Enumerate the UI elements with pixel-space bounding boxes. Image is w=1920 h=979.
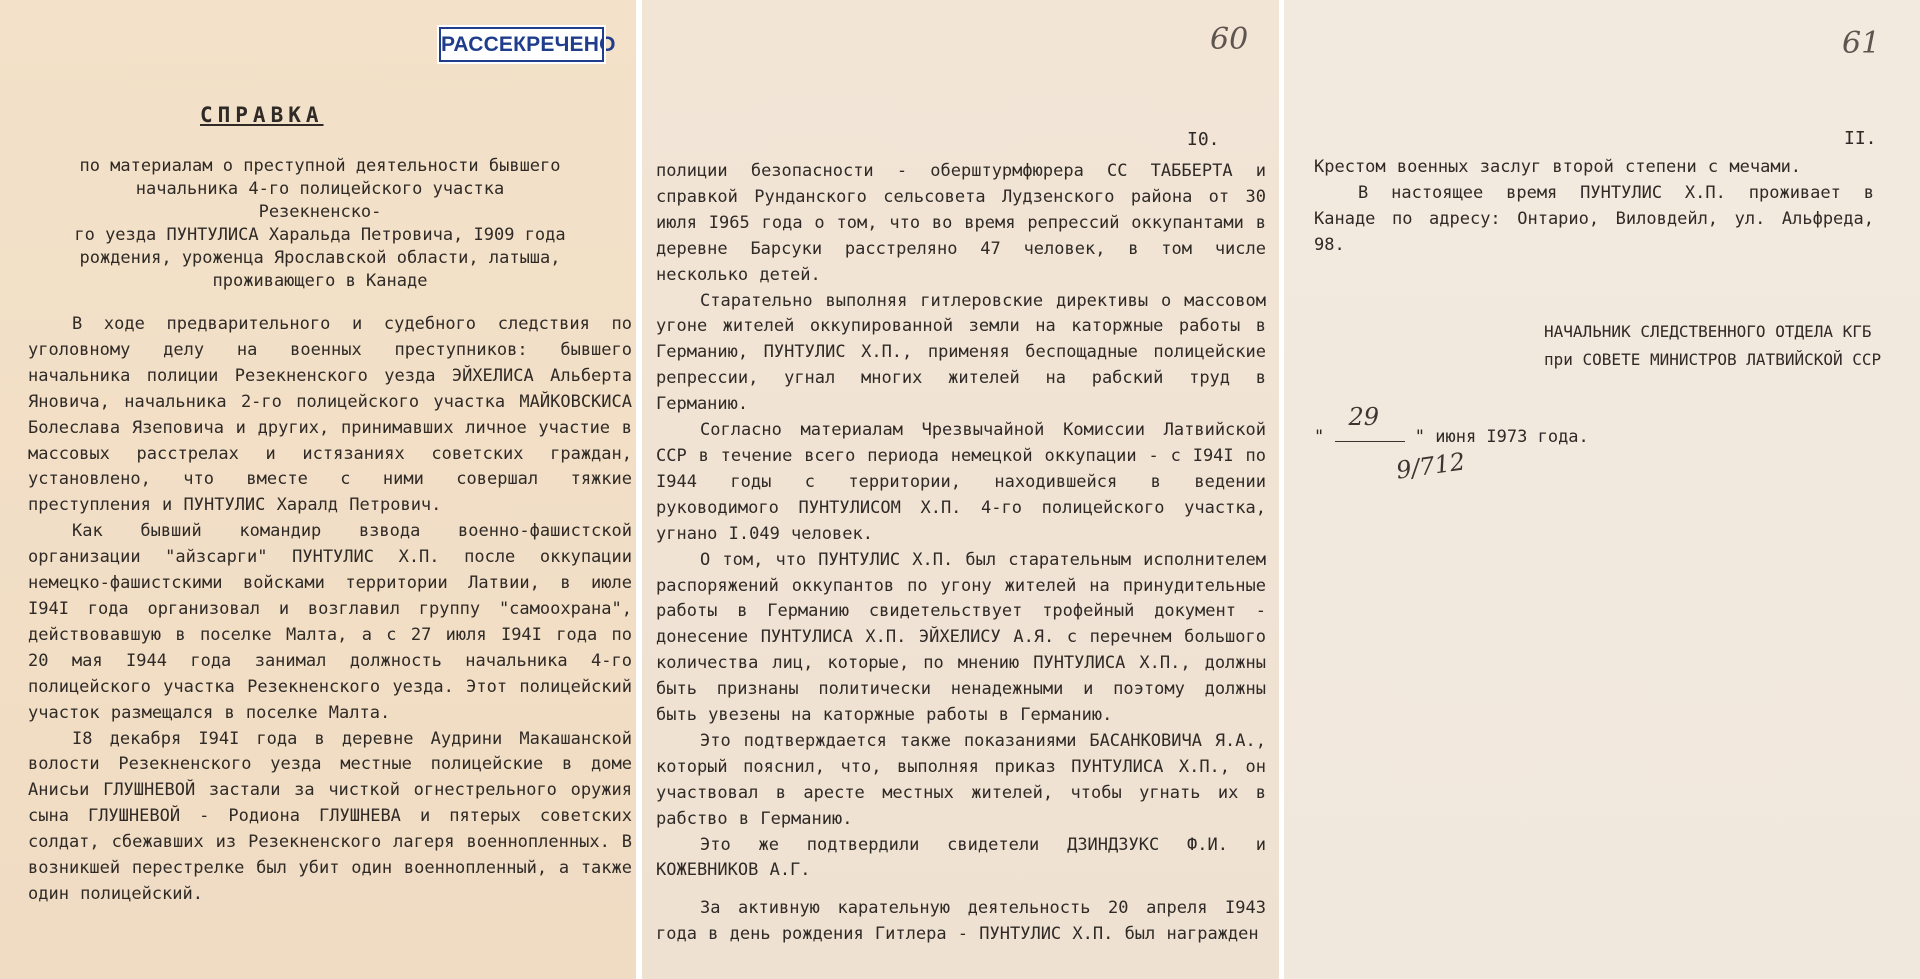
document-date xyxy=(1314,403,1589,447)
paragraph: Это подтверждается также показаниями БАСАНКОВИЧА Я.А., который пояснил, что, выполняя приказ ПУНТУЛИСА Х.П., он участвовал в аресте местных жителей, чтобы угнать их в рабство в Германию. xyxy=(656,730,1266,829)
handwritten-sheet-number: 60 xyxy=(1210,22,1249,57)
handwritten-sheet-number: 61 xyxy=(1842,26,1881,61)
subject-line: по материалам о преступной деятельности бывшего xyxy=(79,156,561,176)
date-day-field xyxy=(1335,403,1405,442)
document-subject xyxy=(70,155,570,293)
subject-line: рождения, уроженца Ярославской области, латыша, xyxy=(79,248,561,268)
handwritten-reference-number: 9/712 xyxy=(1394,447,1467,485)
paragraph: Согласно материалам Чрезвычайной Комиссии Латвийской ССР в течение всего периода немецкой оккупации - с I94I по I944 годы с территории, находившейся в ведении руководимого ПУНТУЛИСОМ Х.П. 4-го полицейского участка, угнано I.049 человек. xyxy=(656,420,1266,544)
page-number: II. xyxy=(1844,128,1877,149)
paragraph: Крестом военных заслуг второй степени с мечами. xyxy=(1314,157,1802,177)
paragraph: О том, что ПУНТУЛИС Х.П. был старательным исполнителем распоряжений оккупантов по угону жителей на принудительные работы в Германию свидетельствует трофейный документ - донесение ПУНТУЛИСА Х.П. ЭЙХЕЛИСУ А.Я. с перечнем большого количества лиц, которые, по мнению ПУНТУЛИСА Х.П., должны быть признаны политически ненадежными и поэтому должны быть увезены на каторжные работы в Германию. xyxy=(656,549,1266,726)
paragraph: I8 декабря I94I года в деревне Аудрини Макашанской волости Резекненского уезда местные полицейские в доме Анисьи ГЛУШНЕВОЙ застали за чисткой огнестрельного оружия сына ГЛУШНЕВОЙ - Родиона ГЛУШНЕВА и пятерых советских солдат, сбежавших из Резекненского лагеря военнопленных. В возникшей перестрелке был убит один военнопленный, а также один полицейский. xyxy=(28,728,632,904)
date-month-year: июня I973 года. xyxy=(1435,427,1589,447)
page-3-body xyxy=(1314,155,1874,259)
subject-line: проживающего в Канаде xyxy=(212,271,428,291)
date-close-quote: " xyxy=(1414,427,1425,447)
paragraph: Это же подтвердили свидетели ДЗИНДЗУКС Ф.И. и КОЖЕВНИКОВ А.Г. xyxy=(656,834,1266,881)
page-2-body xyxy=(656,159,1266,948)
paragraph: полиции безопасности - оберштурмфюрера СС ТАББЕРТА и справкой Рунданского сельсовета Лудзенского района от 30 июля I965 года о том, что во время репрессий оккупантами в деревне Барсуки расстреляно 47 человек, в том числе несколько детей. xyxy=(656,161,1266,285)
document-page-2 xyxy=(642,0,1279,979)
paragraph: Старательно выполняя гитлеровские директивы о массовом угоне жителей оккупированной земли на каторжные работы в Германию, ПУНТУЛИС Х.П., применяя беспощадные полицейские репрессии, угнал многих жителей на рабский труд в Германию. xyxy=(656,290,1266,415)
document-page-1 xyxy=(0,0,636,979)
page-1-body xyxy=(28,312,632,908)
document-title: СПРАВКА xyxy=(200,103,324,127)
document-page-3 xyxy=(1284,0,1920,979)
paragraph: В ходе предварительного и судебного следствия по уголовному делу на военных преступников: бывшего начальника полиции Резекненского уезда ЭЙХЕЛИСА Альберта Яновича, начальника 2-го полицейского участка МАЙКОВСКИСА Болеслава Язеповича и других, принимавших личное участие в массовых расстрелах и истязаниях советских граждан, установлено, что вместе с ними совершал тяжкие преступления и ПУНТУЛИС Харалд Петрович. xyxy=(28,314,632,516)
paragraph: В настоящее время ПУНТУЛИС Х.П. проживает в Канаде по адресу: Онтарио, Виловдейл, ул. Альфреда, 98. xyxy=(1314,182,1874,255)
paragraph: За активную карательную деятельность 20 апреля I943 года в день рождения Гитлера - ПУНТУЛИС Х.П. был награжден xyxy=(656,898,1266,945)
declassified-stamp: РАССЕКРЕЧЕНО xyxy=(439,27,604,62)
page-number: I0. xyxy=(1187,129,1220,150)
signature-line: НАЧАЛЬНИК СЛЕДСТВЕННОГО ОТДЕЛА КГБ xyxy=(1544,322,1872,341)
signature-line: при СОВЕТЕ МИНИСТРОВ ЛАТВИЙСКОЙ ССР xyxy=(1544,350,1882,369)
paragraph: Как бывший командир взвода военно-фашистской организации "айзсарги" ПУНТУЛИС Х.П. после оккупации немецко-фашистскими войсками территории Латвии, в июле I94I года организовал и возглавил группу "самоохрана", действовавшую в поселке Малта, а с 27 июля I94I года по 20 мая I944 года занимал должность начальника 4-го полицейского участка Резекненского уезда. Этот полицейский участок размещался в поселке Малта. xyxy=(28,521,632,723)
handwritten-day: 29 xyxy=(1348,403,1380,431)
signature-block xyxy=(1544,318,1904,374)
date-open-quote: " xyxy=(1314,427,1325,447)
subject-line: го уезда ПУНТУЛИСА Харальда Петровича, I909 года xyxy=(74,225,566,245)
subject-line: начальника 4-го полицейского участка Резекненско- xyxy=(135,179,505,222)
